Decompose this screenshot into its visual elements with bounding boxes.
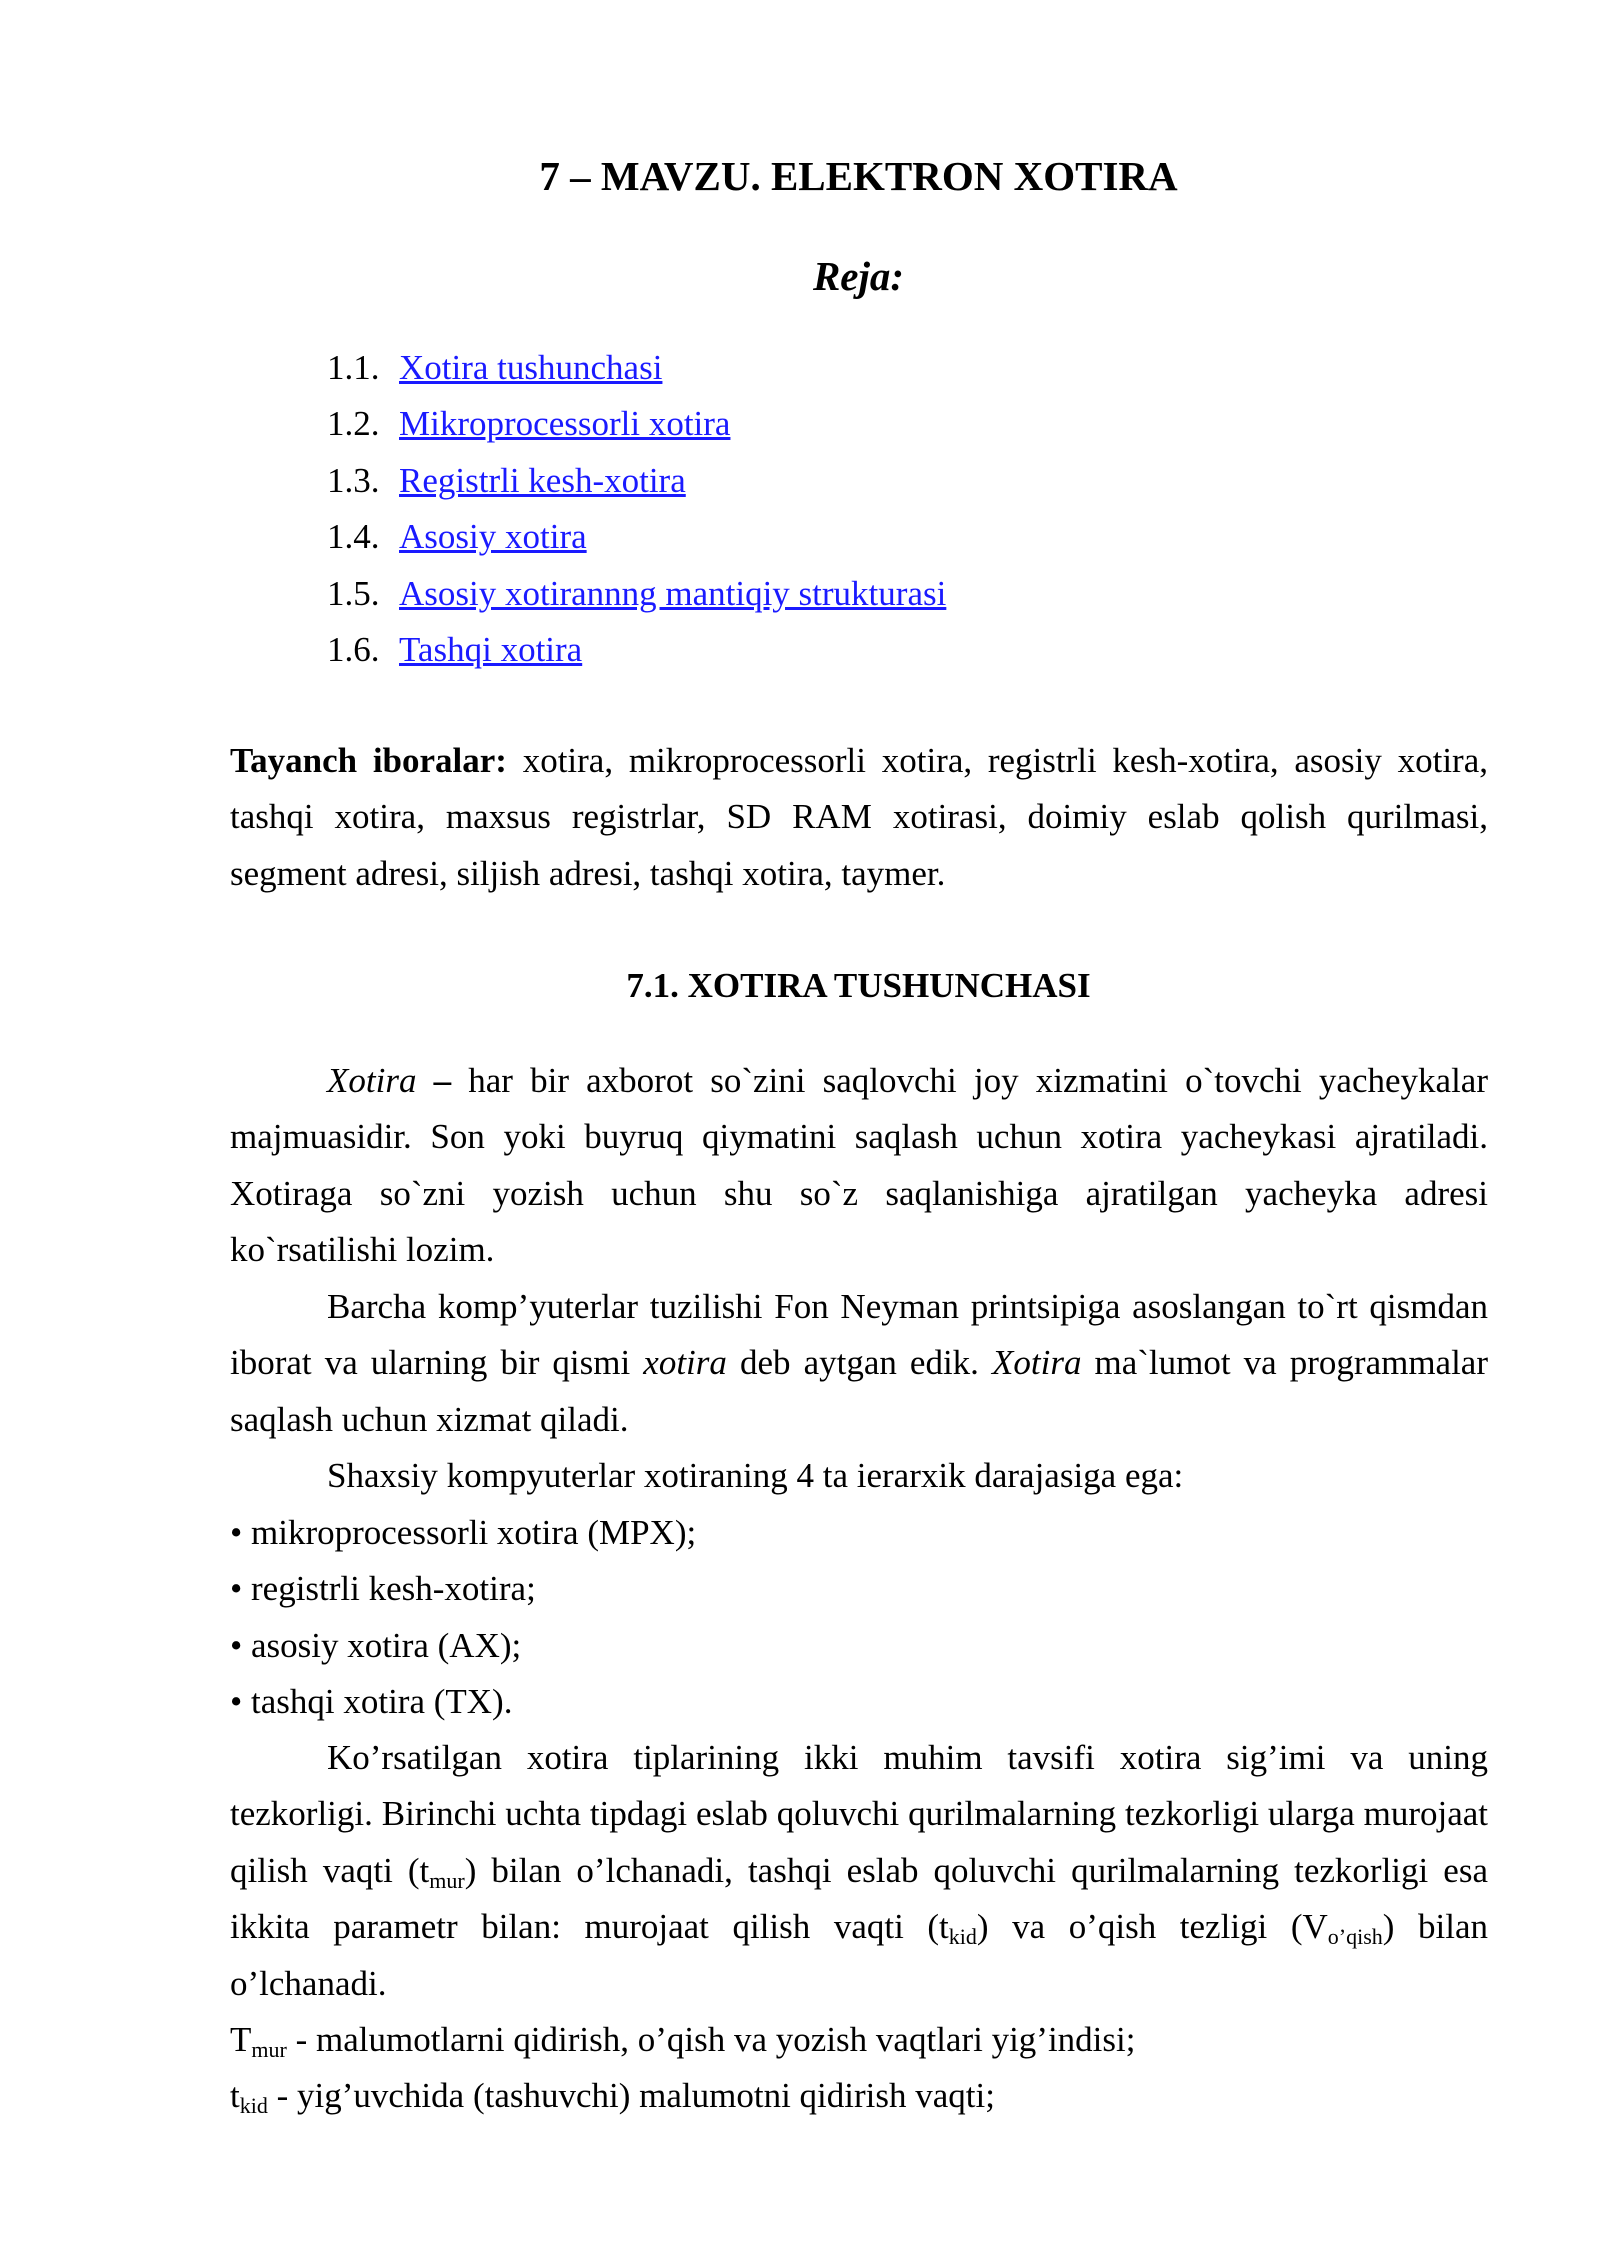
definition-line (230, 2068, 995, 2124)
subscript: kid (239, 2093, 268, 2118)
plan-item-number: 1.1. (327, 348, 380, 387)
plan-item-number: 1.6. (327, 629, 380, 669)
text-span: ) va o’qish tezligi (V (976, 1907, 1328, 1947)
text-span: Ko’rsatilgan xotira tiplarining ikki muhim tavsifi xotira sig’imi va uning tezkorligi. Birinchi uchta tipdagi eslab qoluvchi qurilmalarning tezkorligi ularga murojaat qilish vaqti (t (230, 1738, 1488, 1890)
plan-item-number: 1.2. (327, 404, 380, 444)
plan-link[interactable]: Tashqi xotira (399, 629, 583, 669)
keywords-paragraph (230, 733, 1488, 902)
list-item: • registrli kesh-xotira; (230, 1569, 536, 1608)
plan-link[interactable]: Asosiy xotira (399, 517, 587, 557)
plan-link[interactable]: Mikroprocessorli xotira (399, 404, 731, 444)
list-item: • asosiy xotira (AX); (230, 1626, 522, 1665)
keywords-text: xotira, mikroprocessorli xotira, registrli kesh-xotira, asosiy xotira, tashqi xotira, maxsus registrlar, SD RAM xotirasi, doimiy eslab qolish qurilmasi, segment adresi, siljish adresi, tashqi xotira, taymer. (230, 741, 1488, 893)
definition-dash: – (416, 1061, 469, 1100)
body-paragraph (230, 1730, 1488, 2012)
subscript: mur (429, 1867, 465, 1893)
plan-item-number: 1.3. (327, 460, 380, 500)
subscript: kid (948, 1924, 977, 1950)
plan-item (327, 340, 946, 396)
plan-item (327, 566, 946, 622)
plan-item (327, 396, 946, 452)
keywords-label: Tayanch iboralar: (230, 741, 507, 780)
plan-heading: Reja: (812, 253, 905, 299)
italic-term: xotira (643, 1343, 727, 1383)
plan-item-number: 1.4. (327, 517, 380, 557)
plan-item (327, 509, 946, 565)
list-item: • mikroprocessorli xotira (MPX); (230, 1513, 697, 1552)
list-item: • tashqi xotira (TX). (230, 1682, 513, 1721)
body-paragraph (230, 1279, 1488, 1448)
plan-item (327, 622, 946, 678)
symbol: t (230, 2076, 240, 2115)
italic-term: Xotira (992, 1343, 1082, 1383)
subscript: o’qish (1327, 1924, 1383, 1950)
page-title: 7 – MAVZU. ELEKTRON XOTIRA (539, 153, 1178, 199)
text-span: deb aytgan edik. (726, 1343, 992, 1383)
definition-term: Xotira (327, 1061, 417, 1100)
text-span: Barcha komp’yuterlar tuzilishi Fon Neyman printsipiga asoslangan to`rt qismdan iborat va ularning bir qismi (230, 1287, 1488, 1383)
text-span: ma`lumot va programmalar saqlash uchun xizmat qiladi. (230, 1343, 1489, 1439)
plan-item-number: 1.5. (327, 573, 380, 613)
hierarchy-intro: Shaxsiy kompyuterlar xotiraning 4 ta ierarxik darajasiga ega: (327, 1456, 1184, 1495)
definition-paragraph (230, 1053, 1488, 1279)
text-span: ) bilan o’lchanadi, tashqi eslab qoluvchi qurilmalarning tezkorligi esa ikkita parametr bilan: murojaat qilish vaqti (t (230, 1850, 1488, 1947)
definition-line (230, 2012, 1135, 2068)
subscript: mur (251, 2037, 287, 2062)
plan-link[interactable]: Xotira tushunchasi (399, 348, 663, 387)
text-span: ) bilan o’lchanadi. (230, 1907, 1488, 2003)
plan-list (327, 340, 946, 678)
symbol: T (230, 2020, 252, 2059)
section-heading: 7.1. XOTIRA TUSHUNCHASI (626, 966, 1091, 1005)
plan-item (327, 453, 946, 509)
plan-link[interactable]: Registrli kesh-xotira (399, 460, 686, 500)
definition-text: har bir axborot so`zini saqlovchi joy xizmatini o`tovchi yacheykalar majmuasidir. Son yoki buyruq qiymatini saqlash uchun xotira yacheykasi ajratiladi. Xotiraga so`zni yozish uchun shu so`z saqlanishiga ajratilgan yacheyka adresi ko`rsatilishi lozim. (230, 1061, 1488, 1270)
text-span: - malumotlarni qidirish, o’qish va yozish vaqtlari yig’indisi; (286, 2020, 1136, 2059)
plan-link[interactable]: Asosiy xotirannng mantiqiy strukturasi (399, 573, 947, 613)
text-span: - yig’uvchida (tashuvchi) malumotni qidirish vaqti; (267, 2076, 995, 2115)
